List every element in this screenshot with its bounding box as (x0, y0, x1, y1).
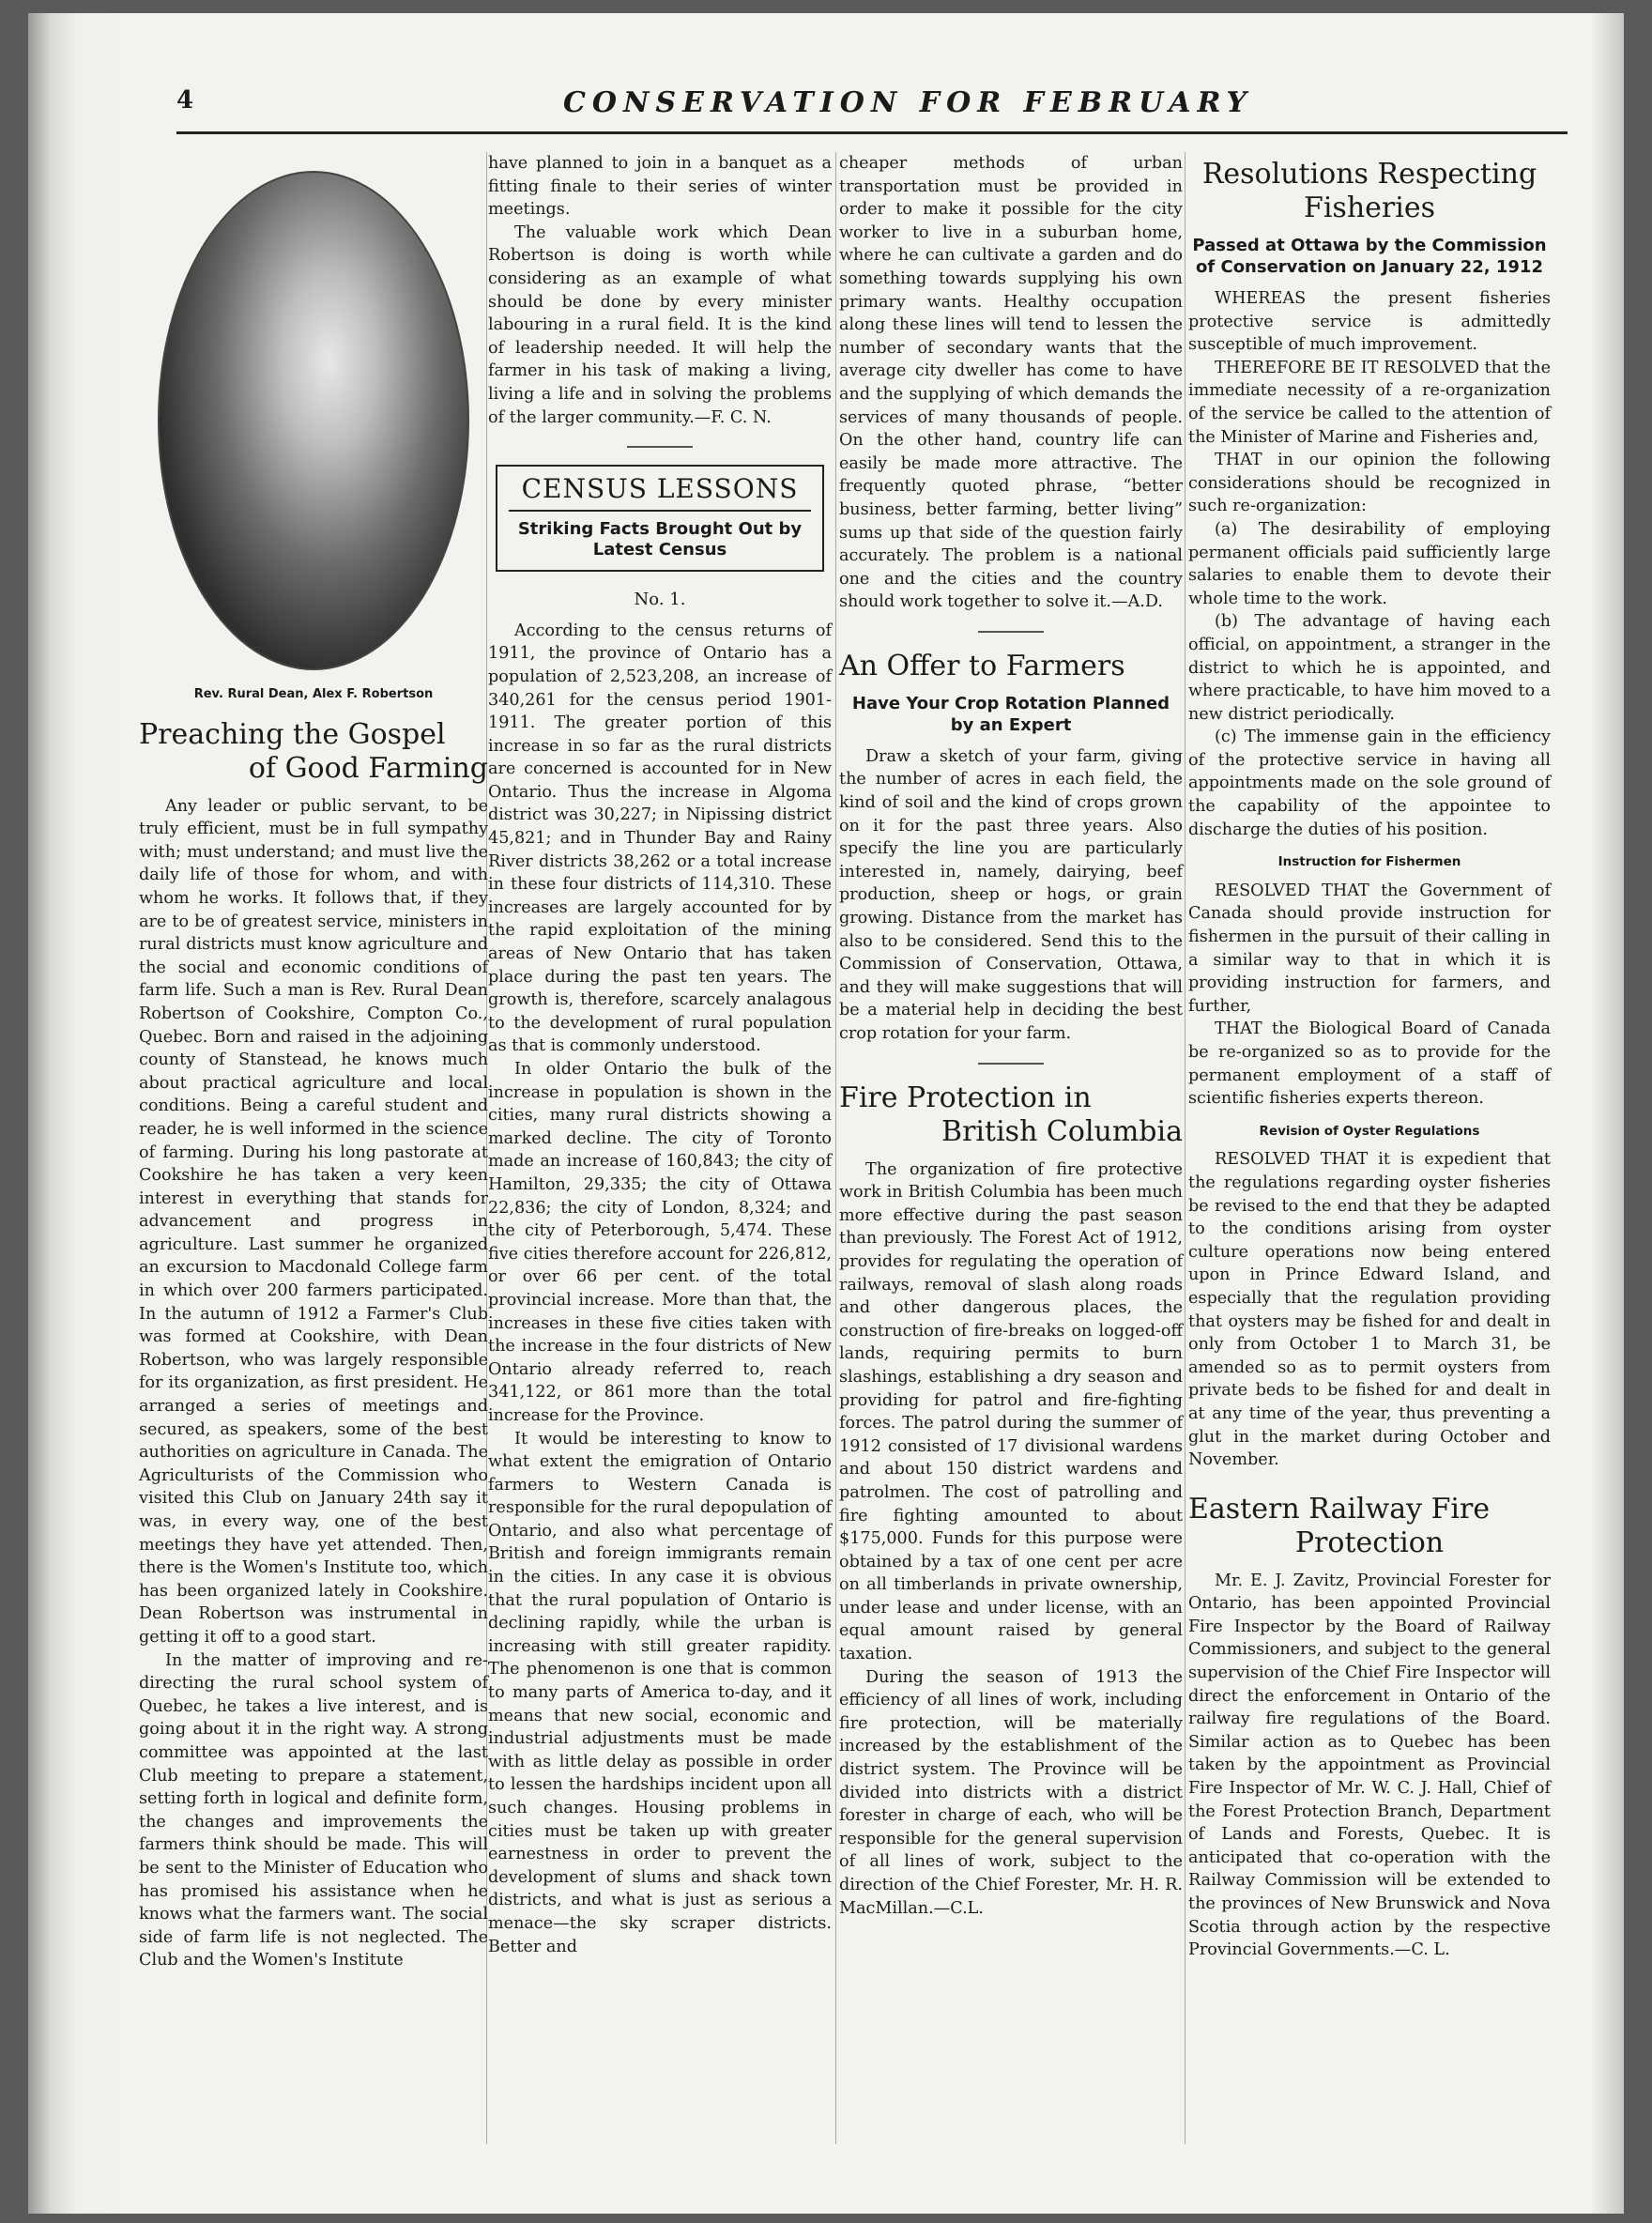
column-3 (839, 152, 1183, 1920)
article-paragraph: The organization of fire protective work in British Columbia has been much more effective during the past season than previously. The Forest Act of 1912, provides for regulating the operation of railways, removal of slash along roads and other dangerous places, the construction of fire-breaks on logged-off lands, requiring permits to burn slashings, establishing a dry season and providing for patrol and fire-fighting forces. The patrol during the summer of 1912 consisted of 17 divisional wardens and about 150 district wardens and patrolmen. The cost of patrolling and fire fighting amounted to about $175,000. Funds for this purpose were obtained by a tax of one cent per acre on all timberlands in private ownership, under lease and under license, with an equal amount raised by general taxation. (839, 1159, 1183, 1664)
title-line: Protection (1294, 1525, 1445, 1559)
section-divider (978, 631, 1044, 633)
portrait-photo (158, 171, 469, 670)
box-title: CENSUS LESSONS (509, 472, 811, 512)
article-paragraph: (c) The immense gain in the efficiency of the protective service in having all appointments made on the sole ground of the capability of the appointee to discharge the duties of his position. (1188, 728, 1551, 839)
article-title-fire-protection (839, 1081, 1183, 1149)
page-number: 4 (176, 86, 194, 115)
page-binding-shadow (28, 13, 131, 2214)
newspaper-page (28, 13, 1624, 2214)
section-divider (978, 1063, 1044, 1065)
article-paragraph: Draw a sketch of your farm, giving the number of acres in each field, the kind of soil and the kind of crops grown on it for the past three years. Also specify the line you are particularly interested in, namely, dairying, beef production, sheep or hogs, or grain growing. Distance from the market has also to be considered. Send this to the Commission of Conservation, Ottawa, and they will make suggestions that will be a material help in deciding the best crop rotation for your farm. (839, 746, 1183, 1043)
article-title-resolutions (1188, 158, 1551, 225)
title-line: Resolutions Respecting (1201, 158, 1537, 191)
article-paragraph: During the season of 1913 the efficiency of all lines of work, including fire protection, will be materially increased by the establishment of the district system. The Province will be divided into districts with a district forester in charge of each, who will be responsible for the general supervision of all lines of work, subject to the direction of the Chief Forester, Mr. H. R. MacMillan.—C.L. (839, 1667, 1183, 1918)
article-paragraph: RESOLVED THAT it is expedient that the regulations regarding oyster fisheries be revised to the end that they be adapted to the conditions arising from oyster culture operations now being entered upon in Prince Edward Island, and especially that the regulation providing that oysters may be fished for and dealt in only from October 1 to March 31, be amended so as to permit oysters from private beds to be fished for and dealt in at any time of the year, thus preventing a glut in the market during October and November. (1188, 1150, 1551, 1470)
header-rule (176, 131, 1568, 134)
article-paragraph: THAT the Biological Board of Canada be re-organized so as to provide for the permanent employment of a staff of scientific fisheries experts thereon. (1188, 1020, 1551, 1109)
article-paragraph: (b) The advantage of having each official, on appointment, a stranger in the district to which he is appointed, and where practicable, to have him moved to a new district periodically. (1188, 612, 1551, 724)
title-line: British Columbia (941, 1114, 1183, 1148)
page-edge-shadow (1590, 13, 1624, 2214)
article-paragraph: The valuable work which Dean Robertson is doing is worth while considering as an example of what should be done by every minister labouring in a rural field. It is the kind of leadership needed. It will help the farmer in his task of making a living, living a life and in solving the problems of the larger community.—F. C. N. (488, 222, 832, 427)
census-lessons-box (496, 465, 824, 572)
article-paragraph: Mr. E. J. Zavitz, Provincial Forester for Ontario, has been appointed Provincial Fire Inspector by the Board of Railway Commissioners, and subject to the general supervision of the Chief Fire Inspector will direct the enforcement in Ontario of the railway fire regulations of the Board. Similar action as to Quebec has been taken by the appointment as Provincial Fire Inspector of Mr. W. C. J. Hall, Chief of the Forest Protection Branch, Department of Lands and Forests, Quebec. It is anticipated that co-operation with the Railway Commission will be extended to the provinces of New Brunswick and Nova Scotia through action by the respective Provincial Governments.—C. L. (1188, 1571, 1551, 1960)
section-heading: Revision of Oyster Regulations (1259, 1123, 1480, 1139)
article-paragraph: (a) The desirability of employing permanent officials paid sufficiently large salaries to enable them to devote their whole time to the work. (1188, 519, 1551, 608)
article-paragraph: It would be interesting to know to what extent the emigration of Ontario farmers to Western Canada is responsible for the rural depopulation of Ontario, and also what percentage of British and foreign immigrants remain in the cities. In any case it is obvious that the rural population of Ontario is declining rapidly, while the urban is increasing with still greater rapidity. The phenomenon is one that is common to many parts of America to-day, and it means that new social, economic and industrial adjustments must be made with as little delay as possible in order to lessen the hardships incident upon all such changes. Housing problems in cities must be taken up with greater earnestness in order to prevent the development of slums and shack town districts, and what is just as serious a menace—the sky scraper districts. Better and (488, 1429, 832, 1956)
article-paragraph: WHEREAS the present fisheries protective service is admittedly susceptible of much improvement. (1188, 289, 1551, 355)
article-paragraph: have planned to join in a banquet as a fitting finale to their series of winter meetings. (488, 154, 832, 220)
column-divider (835, 152, 836, 2144)
title-line: of Good Farming (248, 751, 488, 785)
page-header (150, 79, 1586, 126)
box-subtitle: Striking Facts Brought Out by Latest Census (517, 519, 803, 560)
column-2 (488, 152, 832, 1958)
column-4 (1188, 152, 1551, 1962)
article-paragraph: cheaper methods of urban transportation must be provided in order to make it possible for the city worker to live in a suburban home, where he can cultivate a garden and do something towards supplying his own primary wants. Healthy occupation along these lines will tend to lessen the number of secondary wants that the average city dweller has come to have and the supplying of which demands the services of many thousands of people. On the other hand, country life can easily be made more attractive. The frequently quoted phrase, “better business, better farming, better living” sums up that side of the question fairly accurately. The problem is a national one and the cities and the country should work together to solve it.—A.D. (839, 154, 1183, 612)
article-title-railway-fire (1188, 1493, 1551, 1560)
section-heading: Instruction for Fishermen (1277, 854, 1461, 870)
section-divider (627, 446, 693, 448)
title-line: Preaching the Gospel (139, 717, 446, 751)
title-line: Fire Protection in (839, 1081, 1092, 1114)
article-number: No. 1. (634, 590, 686, 610)
column-1 (139, 152, 488, 1972)
article-paragraph: THAT in our opinion the following considerations should be recognized in such re-organization: (1188, 451, 1551, 516)
title-line: Eastern Railway Fire (1188, 1492, 1491, 1525)
article-title-preaching (139, 718, 488, 786)
title-line: Fisheries (1304, 192, 1435, 224)
article-paragraph: THEREFORE BE IT RESOLVED that the immediate necessity of a re-organization of the service be called to the attention of the Minister of Marine and Fisheries and, (1188, 358, 1551, 447)
article-paragraph: In the matter of improving and re-directing the rural school system of Quebec, he takes a live interest, and is going about it in the right way. A strong committee was appointed at the last Club meeting to prepare a statement, setting forth in logical and definite form, the changes and improvements the farmers think should be made. This will be sent to the Minister of Education who has promised his assistance when he knows what the farmers want. The social side of farm life is not neglected. The Club and the Women's Institute (139, 1650, 488, 1970)
article-paragraph: Any leader or public servant, to be truly efficient, must be in full sympathy with; must understand; and must live the daily life of those for whom, and with whom he works. It follows that, if they are to be of greatest service, ministers in rural districts must know agriculture and the social and economic conditions of farm life. Such a man is Rev. Rural Dean Robertson of Cookshire, Compton Co., Quebec. Born and raised in the adjoining county of Stanstead, he knows much about practical agriculture and local conditions. Being a careful student and reader, he is well informed in the science of farming. During his long pastorate at Cookshire he has taken a very keen interest in everything that stands for advancement and progress in agriculture. Last summer he organized an excursion to Macdonald College farm in which over 200 farmers participated. In the autumn of 1912 a Farmer's Club was formed at Cookshire, with Dean Robertson, who was largely responsible for its organization, as first president. He arranged a series of meetings and secured, as speakers, some of the best authorities on agriculture in Canada. The Agriculturists of the Commission who visited this Club on January 24th say it was, in every way, one of the best meetings they have yet attended. Then, there is the Women's Institute too, which has been organized lately in Cookshire. Dean Robertson was instrumental in getting it off to a good start. (139, 796, 488, 1647)
article-title-offer: An Offer to Farmers (839, 649, 1125, 682)
article-paragraph: According to the census returns of 1911, the province of Ontario has a population of 2,523,208, an increase of 340,261 for the census period 1901-1911. The greater portion of this increase in so far as the rural districts are concerned is accounted for in New Ontario. Thus the increase in Algoma district was 30,227; in Nipissing district 45,821; and in Thunder Bay and Rainy River districts 38,262 or a total increase in these four districts of 114,310. These increases are largely accounted for by the rapid exploitation of the mining areas of New Ontario that has taken place during the past ten years. The growth is, therefore, scarcely analagous to the development of rural population as that is commonly understood. (488, 621, 832, 1056)
article-subtitle: Passed at Ottawa by the Commission of Conservation on January 22, 1912 (1192, 236, 1547, 277)
running-title: CONSERVATION FOR FEBRUARY (563, 86, 1253, 119)
article-paragraph: RESOLVED THAT the Government of Canada should provide instruction for fishermen in the pursuit of their calling in a similar way to that in which it is providing instruction for farmers, and further, (1188, 881, 1551, 1016)
article-paragraph: In older Ontario the bulk of the increase in population is shown in the cities, many rural districts showing a marked decline. The city of Toronto made an increase of 160,843; the city of Hamilton, 29,335; the city of Ottawa 22,836; the city of London, 8,324; and the city of Peterborough, 5,474. These five cities therefore account for 226,812, or over 66 per cent. of the total provincial increase. More than that, the increases in these five cities taken with the increase in the four districts of New Ontario already referred to, reach 341,122, or 861 more than the total increase for the Province. (488, 1060, 832, 1425)
photo-caption: Rev. Rural Dean, Alex F. Robertson (193, 687, 434, 701)
article-subtitle: Have Your Crop Rotation Planned by an Expert (851, 693, 1170, 735)
